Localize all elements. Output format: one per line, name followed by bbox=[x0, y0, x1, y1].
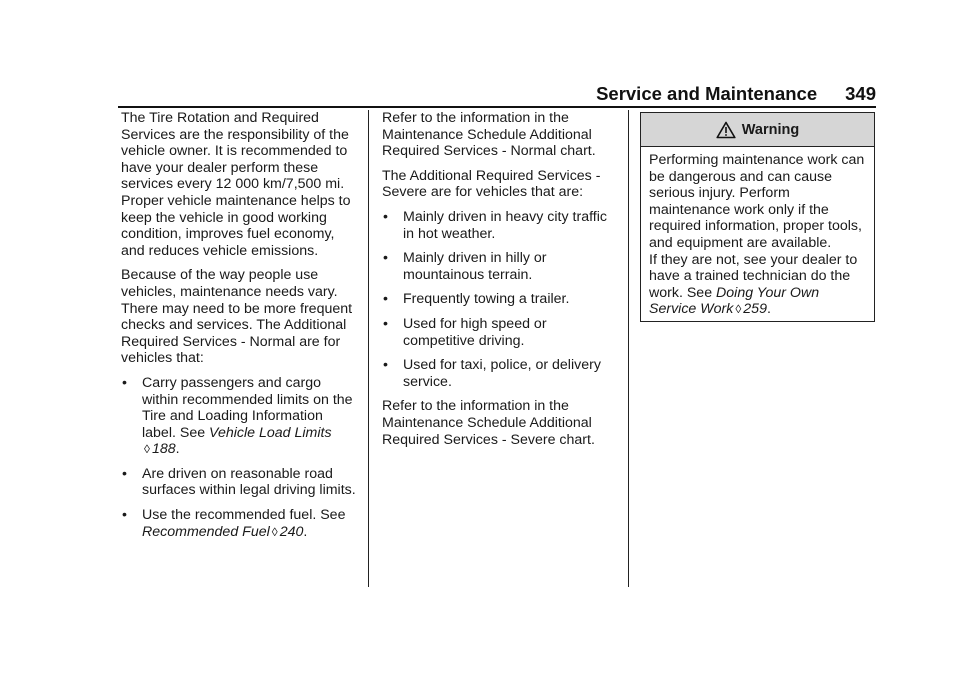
section-title: Service and Maintenance bbox=[596, 83, 818, 104]
column-divider bbox=[368, 110, 369, 587]
list-item: • Used for taxi, police, or delivery service. bbox=[383, 357, 601, 390]
bullet-dot: • bbox=[383, 250, 388, 267]
list-item: • Are driven on reasonable road surfaces within legal driving limits. bbox=[122, 465, 356, 499]
warning-triangle-icon bbox=[716, 121, 736, 139]
page-ref-number[interactable]: 188 bbox=[151, 441, 176, 458]
paragraph-severe-chart: Refer to the information in the Maintenance Schedule Additional Required Services - Severe chart. bbox=[382, 398, 595, 448]
page-ref-number[interactable]: 259 bbox=[743, 301, 767, 318]
warning-body bbox=[641, 147, 874, 318]
paragraph-maintenance-needs: Because of the way people use vehicles, maintenance needs vary. There may need to be more frequent checks and services. The Additional Required Services - Normal are for vehicles that: bbox=[121, 267, 353, 367]
list-item: • Frequently towing a trailer. bbox=[383, 291, 570, 308]
bullet-dot: • bbox=[383, 357, 388, 374]
page-number: 349 bbox=[845, 83, 876, 104]
list-item: • Used for high speed or competitive driving. bbox=[383, 315, 547, 349]
cross-reference-link[interactable]: Vehicle Load Limits bbox=[209, 424, 332, 441]
page-ref-icon: ◊ bbox=[144, 442, 150, 457]
list-item: • Mainly driven in heavy city traffic in hot weather. bbox=[383, 208, 607, 242]
warning-title: Warning bbox=[741, 121, 800, 138]
list-item: • Use the recommended fuel. See Recommended Fuel ◊ 240. bbox=[122, 507, 346, 540]
header-rule bbox=[118, 106, 876, 108]
bullet-dot: • bbox=[122, 374, 127, 391]
paragraph-tire-rotation: The Tire Rotation and Required Services are the responsibility of the vehicle owner. It is recommended to have your dealer perform these services every 12 000 km/7,500 mi. Proper vehicle maintenance helps to keep the vehicle in good working condition, improves fuel economy, and reduces vehicle emissions. bbox=[121, 110, 351, 259]
bullet-dot: • bbox=[383, 315, 388, 332]
column-middle bbox=[382, 110, 618, 456]
column-divider bbox=[628, 110, 629, 587]
warning-text-dealer: If they are not, see your dealer to have a trained technician do the work. See Doing Your Own Service Work ◊ 259. bbox=[649, 251, 858, 318]
page-ref-icon: ◊ bbox=[271, 524, 278, 539]
column-left bbox=[121, 110, 357, 548]
paragraph-normal-chart: Refer to the information in the Maintenance Schedule Additional Required Services - Normal chart. bbox=[382, 110, 596, 160]
warning-header bbox=[641, 113, 874, 147]
page-ref-number[interactable]: 240 bbox=[279, 523, 304, 540]
cross-reference-link[interactable]: Doing Your Own Service Work bbox=[649, 284, 820, 318]
page-header bbox=[560, 82, 876, 106]
bullet-dot: • bbox=[383, 208, 388, 225]
warning-text: Performing maintenance work can be dangerous and can cause serious injury. Perform maintenance work only if the required information, proper tools, and equipment are available. bbox=[649, 152, 865, 251]
bullet-dot: • bbox=[122, 507, 127, 524]
list-item: • Mainly driven in hilly or mountainous terrain. bbox=[383, 250, 547, 283]
warning-box bbox=[640, 112, 875, 322]
paragraph-severe-intro: The Additional Required Services - Severe are for vehicles that are: bbox=[382, 167, 601, 201]
cross-reference-link[interactable]: Recommended Fuel bbox=[142, 523, 270, 540]
list-item: • Carry passengers and cargo within recommended limits on the Tire and Loading Information label. See Vehicle Load Limits ◊ 188. bbox=[122, 374, 353, 458]
bullet-dot: • bbox=[122, 465, 127, 482]
bullet-dot: • bbox=[383, 291, 388, 308]
page-ref-icon: ◊ bbox=[735, 302, 742, 317]
